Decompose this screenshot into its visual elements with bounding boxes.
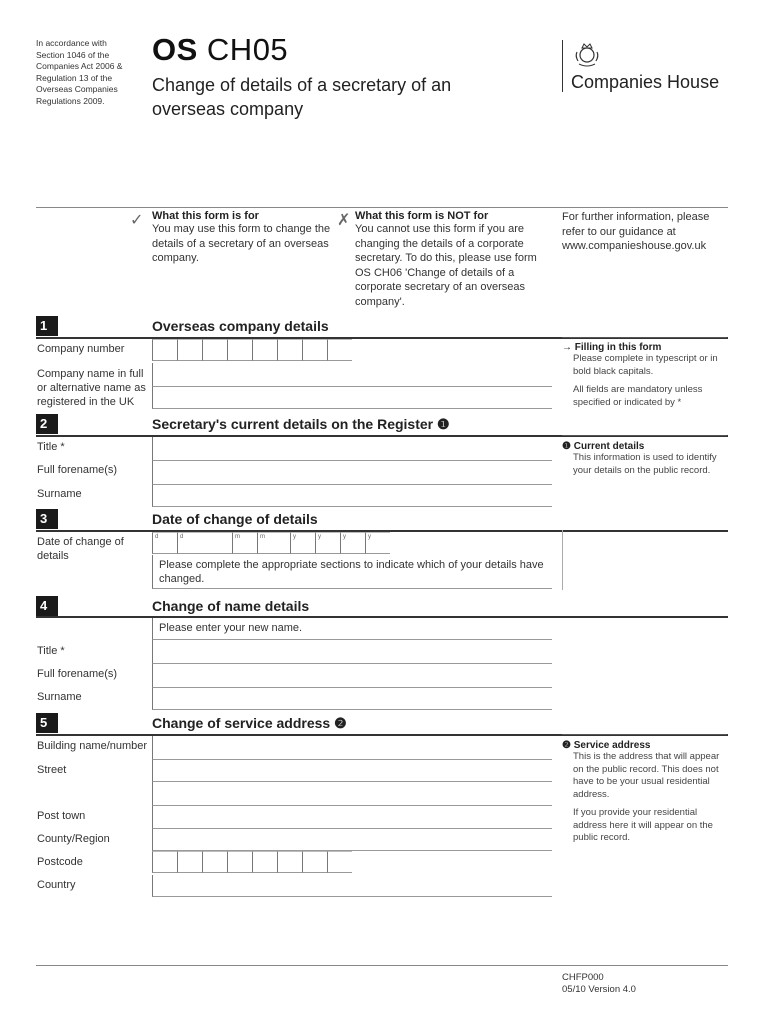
post-town-input[interactable] (152, 806, 552, 829)
current-title-input[interactable] (152, 437, 552, 461)
date-year-1[interactable]: y (290, 532, 315, 554)
new-surname-label: Surname (37, 691, 82, 703)
logo-text: Companies House (571, 72, 720, 92)
check-icon: ✓ (130, 212, 144, 229)
county-input[interactable] (152, 829, 552, 851)
form-for-text: You may use this form to change the details of a secretary of an overseas company. (152, 223, 331, 264)
date-year-2[interactable]: y (315, 532, 340, 554)
form-for-heading: What this form is for (152, 210, 259, 222)
section-4-title: Change of name details (152, 598, 310, 614)
date-year-4[interactable]: y (365, 532, 390, 554)
form-code-prefix: OS (152, 32, 198, 67)
building-input[interactable] (152, 736, 552, 760)
filling-form-heading: → Filling in this form (562, 342, 662, 353)
current-surname-input[interactable] (152, 485, 552, 507)
county-label: County/Region (37, 833, 110, 845)
new-forenames-input[interactable] (152, 664, 552, 688)
form-for-block (152, 210, 332, 266)
new-title-label: Title * (37, 645, 65, 657)
date-change-input[interactable] (152, 532, 390, 554)
footer-version: 05/10 Version 4.0 (562, 984, 636, 995)
company-number-input[interactable] (152, 339, 352, 361)
section-1-guidance (562, 337, 727, 409)
section-2-title: Secretary's current details on the Register ❶ (152, 416, 450, 432)
date-month-2[interactable]: m (257, 532, 282, 554)
section-5-guidance (562, 734, 727, 845)
company-number-label: Company number (37, 343, 125, 355)
section-4-note: Please enter your new name. (152, 618, 552, 640)
current-details-heading: ❶ Current details (562, 441, 645, 452)
service-address-text-1: This is the address that will appear on the public record. This does not have to be your usual residential address. (573, 751, 720, 800)
companies-house-logo (562, 40, 731, 92)
current-surname-label: Surname (37, 488, 82, 500)
current-title-label: Title * (37, 441, 65, 453)
section-1-title: Overseas company details (152, 318, 329, 334)
building-label: Building name/number (37, 740, 148, 752)
current-details-text: This information is used to identify your details on the public record. (573, 452, 717, 476)
further-info: For further information, please refer to our guidance at www.companieshouse.gov.uk (562, 211, 710, 252)
service-address-heading: ❷ Service address (562, 740, 651, 751)
royal-crest-icon (573, 42, 601, 68)
form-code (152, 32, 288, 68)
new-title-input[interactable] (152, 640, 552, 664)
company-name-input-2[interactable] (152, 387, 552, 409)
footer (562, 972, 636, 996)
current-forenames-label: Full forename(s) (37, 464, 118, 476)
postcode-input[interactable] (152, 851, 352, 873)
service-address-text-2: If you provide your residential address here it will appear on the public record. (573, 807, 713, 843)
date-day-2[interactable]: d (177, 532, 202, 554)
footer-code: CHFP000 (562, 972, 604, 983)
date-month-1[interactable]: m (232, 532, 257, 554)
form-not-for-heading: What this form is NOT for (355, 210, 489, 222)
current-forenames-input[interactable] (152, 461, 552, 485)
filling-form-text-2: All fields are mandatory unless specified or indicated by * (573, 384, 703, 408)
section-4-number: 4 (36, 596, 58, 616)
date-year-3[interactable]: y (340, 532, 365, 554)
section-3-note: Please complete the appropriate sections to indicate which of your details have changed. (152, 555, 552, 589)
company-name-input-1[interactable] (152, 363, 552, 387)
country-label: Country (37, 879, 76, 891)
new-surname-input[interactable] (152, 688, 552, 710)
new-forenames-label: Full forename(s) (37, 668, 118, 680)
section-3-title: Date of change of details (152, 511, 318, 527)
section-2-number: 2 (36, 414, 58, 434)
form-not-for-block (355, 210, 540, 309)
legal-note: In accordance with Section 1046 of the Companies Act 2006 & Regulation 13 of the Overseas Companies Regulations 2009. (36, 38, 123, 106)
section-5-number: 5 (36, 713, 58, 733)
country-input[interactable] (152, 875, 552, 897)
form-code-number: CH05 (206, 32, 289, 67)
street-input-2[interactable] (152, 782, 552, 806)
form-not-for-text: You cannot use this form if you are changing the details of a corporate secretary. To do this, please use form OS CH06 'Change of details of a corporate secretary of an overseas company'. (355, 223, 537, 308)
form-title: Change of details of a secretary of an overseas company (152, 75, 452, 119)
post-town-label: Post town (37, 810, 86, 822)
cross-icon: ✗ (337, 212, 351, 229)
filling-form-text-1: Please complete in typescript or in bold black capitals. (573, 353, 718, 377)
postcode-label: Postcode (37, 856, 83, 868)
section-3-number: 3 (36, 509, 58, 529)
date-change-label: Date of change of details (37, 536, 124, 562)
street-label: Street (37, 764, 67, 776)
street-input-1[interactable] (152, 760, 552, 782)
section-1-number: 1 (36, 316, 58, 336)
section-5-title: Change of service address ❷ (152, 715, 347, 731)
section-2-guidance (562, 435, 727, 477)
company-name-label: Company name in full or alternative name as registered in the UK (37, 368, 146, 408)
date-day-1[interactable]: d (152, 532, 177, 554)
